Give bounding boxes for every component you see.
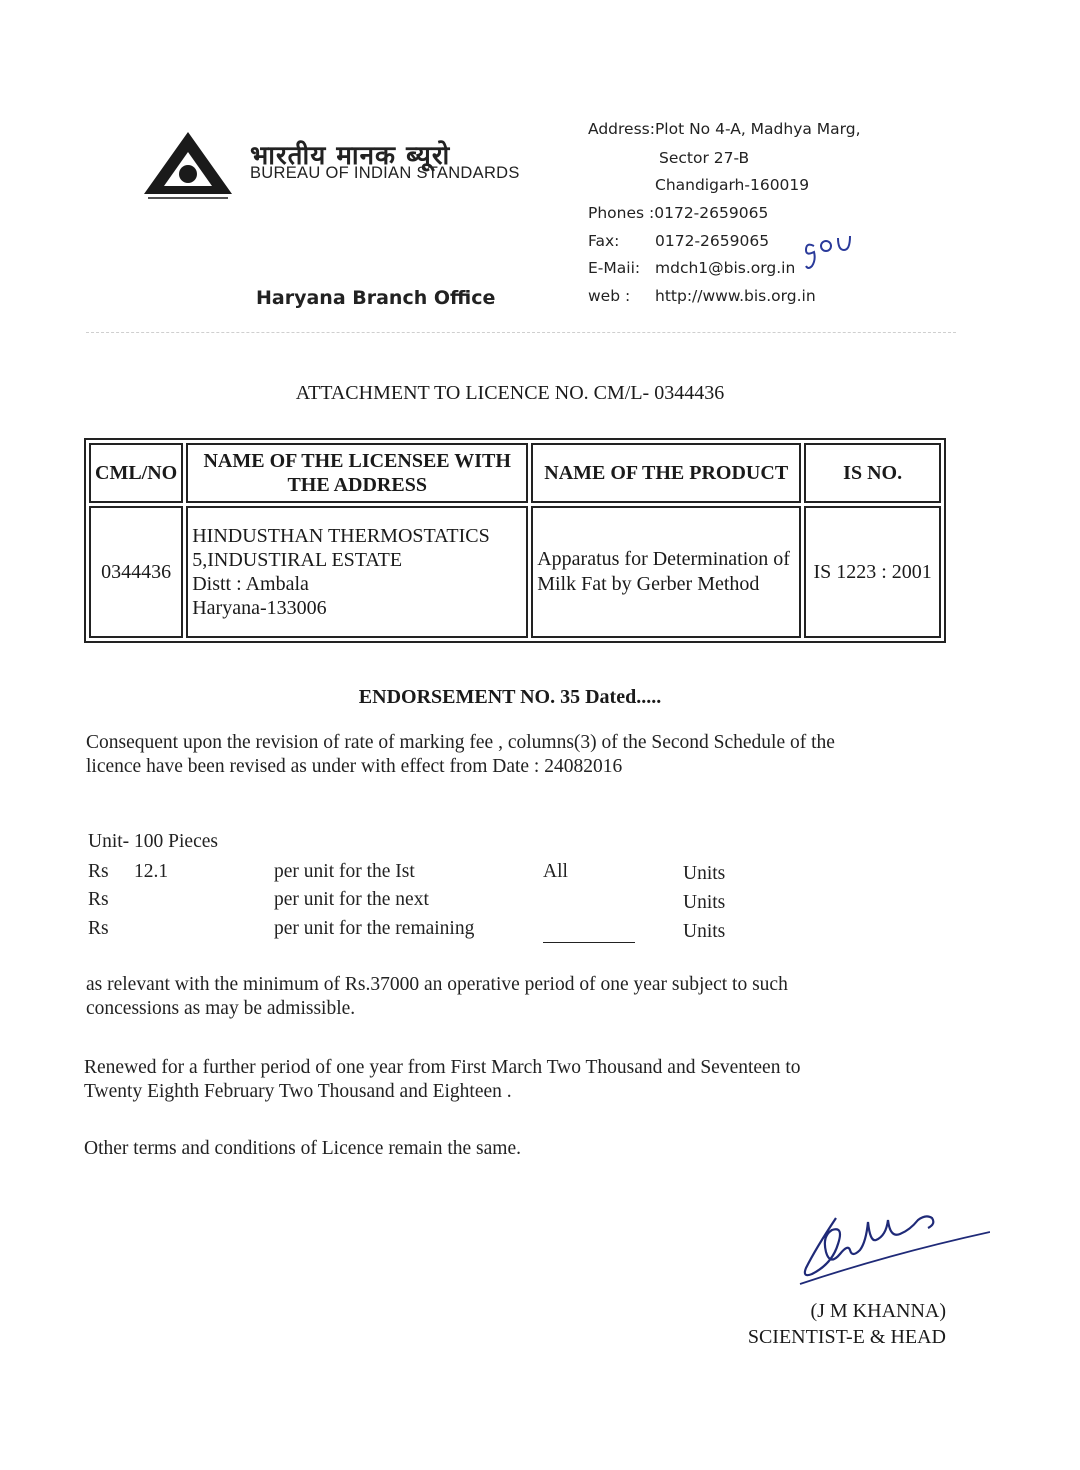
fee-rs: Rs: [88, 889, 109, 910]
revision-paragraph: [86, 731, 835, 779]
licensee-line: Distt : Ambala: [192, 573, 309, 595]
fee-amount: 12.1: [134, 861, 169, 882]
branch-office: Haryana Branch Office: [256, 287, 496, 309]
terms-paragraph: Other terms and conditions of Licence remain the same.: [84, 1138, 521, 1159]
table-row: [89, 506, 941, 638]
web-label: web :: [588, 287, 631, 305]
licensee-line: Haryana-133006: [192, 597, 327, 619]
renewal-paragraph: [84, 1056, 801, 1104]
attachment-title: ATTACHMENT TO LICENCE NO. CM/L- 0344436: [295, 382, 725, 404]
licence-table: [84, 438, 946, 643]
paragraph-line: concessions as may be admissible.: [86, 998, 356, 1019]
product-line: Apparatus for Determination of: [537, 548, 790, 570]
fee-qty: All: [543, 861, 568, 882]
fee-units: Units: [683, 921, 726, 942]
paragraph-line: as relevant with the minimum of Rs.37000 an operative period of one year subject to such: [86, 974, 788, 995]
email-label: E-Maii:: [588, 259, 641, 277]
paragraph-line: Twenty Eighth February Two Thousand and Eighteen .: [84, 1081, 512, 1102]
fee-rs: Rs: [88, 861, 109, 882]
signature: [790, 1198, 990, 1288]
paragraph-line: Consequent upon the revision of rate of marking fee , columns(3) of the Second Schedule of the: [86, 732, 835, 753]
col-is-no: IS NO.: [804, 443, 941, 503]
fee-desc: per unit for the Ist: [274, 861, 415, 882]
signatory-title: SCIENTIST-E & HEAD: [747, 1326, 946, 1348]
email-value: mdch1@bis.org.in: [655, 259, 796, 277]
paragraph-line: licence have been revised as under with effect from Date : 24082016: [86, 756, 623, 777]
licensee-cell: [186, 506, 528, 638]
col-cml-no: CML/NO: [89, 443, 183, 503]
fee-units: Units: [683, 892, 726, 913]
fax-value: 0172-2659065: [655, 232, 770, 250]
licensee-line: 5,INDUSTIRAL ESTATE: [192, 549, 403, 571]
handwritten-note: [800, 232, 860, 272]
phones-line: Phones :0172-2659065: [588, 204, 769, 222]
licensee-line: HINDUSTHAN THERMOSTATICS: [192, 525, 490, 547]
is-no-cell: IS 1223 : 2001: [804, 506, 941, 638]
address-line: Sector 27-B: [659, 149, 750, 167]
col-product: NAME OF THE PRODUCT: [531, 443, 801, 503]
signatory-name: (J M KHANNA): [810, 1300, 946, 1322]
fax-label: Fax:: [588, 232, 620, 250]
endorsement-title: ENDORSEMENT NO. 35 Dated.....: [358, 686, 662, 708]
fee-desc: per unit for the next: [274, 889, 429, 910]
org-hindi-name: भारतीय मानक ब्यूरो: [250, 141, 451, 171]
bis-logo: [140, 128, 236, 202]
fee-units: Units: [683, 863, 726, 884]
unit-label: Unit- 100 Pieces: [88, 831, 218, 852]
signatory-block: [748, 1298, 946, 1350]
address-line: Address:Plot No 4-A, Madhya Marg,: [588, 120, 861, 138]
address-line: Chandigarh-160019: [655, 176, 810, 194]
fee-blank-line: [543, 926, 635, 948]
web-value: http://www.bis.org.in: [655, 287, 816, 305]
org-name: BUREAU OF INDIAN STANDARDS: [250, 164, 520, 182]
paragraph-line: Renewed for a further period of one year from First March Two Thousand and Seventeen to: [84, 1057, 801, 1078]
header-divider: [86, 332, 956, 333]
product-cell: [531, 506, 801, 638]
minimum-fee-paragraph: [86, 973, 788, 1021]
col-licensee: NAME OF THE LICENSEE WITH THE ADDRESS: [186, 443, 528, 503]
fee-desc: per unit for the remaining: [274, 918, 475, 939]
cml-no-cell: 0344436: [89, 506, 183, 638]
fee-rs: Rs: [88, 918, 109, 939]
product-line: Milk Fat by Gerber Method: [537, 573, 760, 595]
table-header-row: [89, 443, 941, 503]
